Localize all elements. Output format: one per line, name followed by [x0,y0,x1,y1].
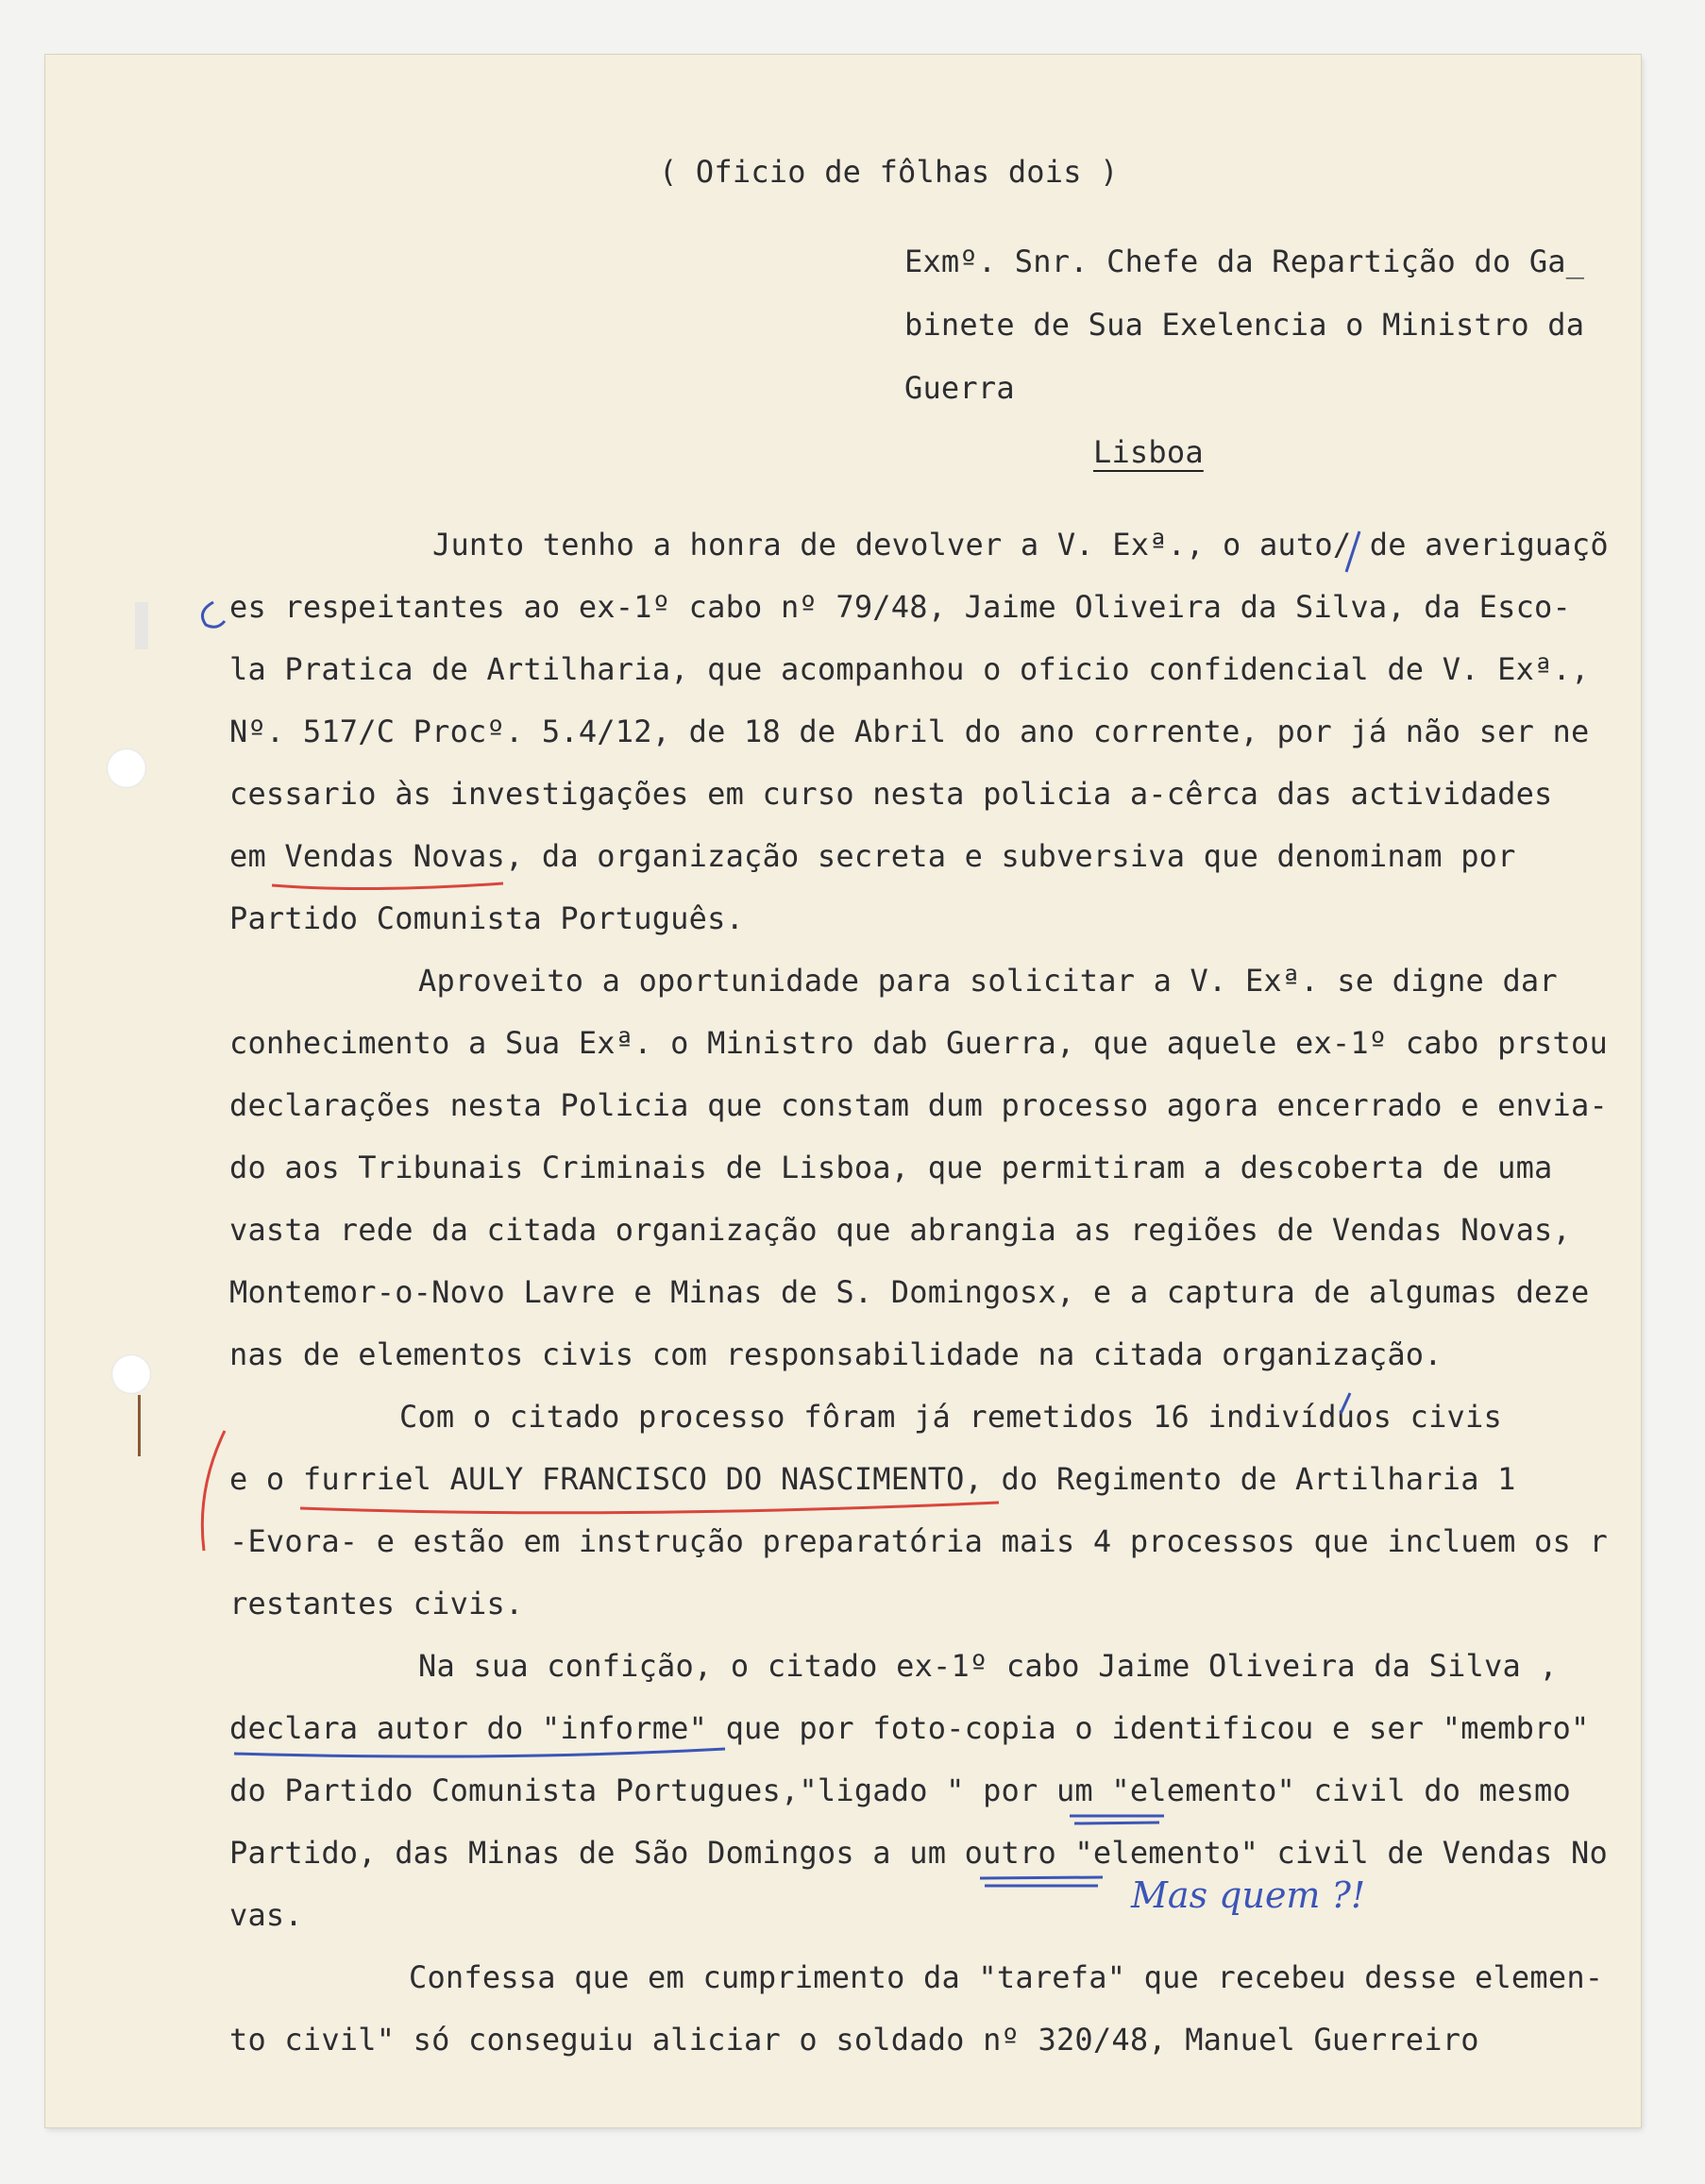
document-page [45,55,1641,2127]
body-line-10: declarações nesta Policia que constam dum processo agora encerrado e envia- [229,1087,1608,1123]
addressee-line-1: Exmº. Snr. Chefe da Repartição do Ga_ [904,244,1585,279]
body-line-12: vasta rede da citada organização que abrangia as regiões de Vendas Novas, [229,1212,1571,1248]
body-line-20: declara autor do "informe" que por foto-copia o identificou e ser "membro" [229,1710,1590,1746]
body-line-24: Confessa que em cumprimento da "tarefa" que recebeu desse elemen- [409,1959,1604,1995]
body-line-2: es respeitantes ao ex-1º cabo nº 79/48, Jaime Oliveira da Silva, da Esco- [229,589,1571,625]
punch-hole-bottom [111,1354,151,1394]
handwritten-note: Mas quem ?! [1131,1874,1366,1916]
body-line-15: Com o citado processo fôram já remetidos 16 indivíduos civis [399,1399,1502,1435]
body-line-7: Partido Comunista Português. [229,900,745,936]
body-line-23: vas. [229,1897,303,1933]
body-line-17: -Evora- e estão em instrução preparatória mais 4 processos que incluem os r [229,1523,1608,1559]
body-line-3: la Pratica de Artilharia, que acompanhou o oficio confidencial de V. Exª., [229,651,1590,687]
body-line-1: Junto tenho a honra de devolver a V. Exª., o auto/ de averiguaçõ [432,527,1609,563]
addressee-line-3: Guerra [904,370,1015,406]
red-underline-furriel [300,1503,999,1513]
punch-hole-top [107,748,146,788]
body-line-4: Nº. 517/C Procº. 5.4/12, de 18 de Abril do ano corrente, por já não ser ne [229,714,1590,749]
body-line-22: Partido, das Minas de São Domingos a um outro "elemento" civil de Vendas No [229,1835,1608,1871]
body-line-25: to civil" só conseguiu aliciar o soldado nº 320/48, Manuel Guerreiro [229,2022,1479,2058]
body-line-21: do Partido Comunista Portugues,"ligado " por um "elemento" civil do mesmo [229,1772,1571,1808]
blue-underline-declara [234,1749,725,1756]
red-underline-vendas-novas [272,883,503,889]
addressee-line-2: binete de Sua Exelencia o Ministro da [904,307,1585,343]
margin-tick-mark [138,1395,141,1456]
body-line-18: restantes civis. [229,1586,524,1621]
body-line-5: cessario às investigações em curso nesta policia a-cêrca das actividades [229,776,1553,812]
body-line-11: do aos Tribunais Criminais de Lisboa, que permitiram a descoberta de uma [229,1150,1553,1185]
body-line-19: Na sua confição, o citado ex-1º cabo Jaime Oliveira da Silva , [418,1648,1558,1684]
body-line-9: conhecimento a Sua Exª. o Ministro dab Guerra, que aquele ex-1º cabo prstou [229,1025,1608,1061]
blue-underline-outro [980,1877,1103,1886]
blue-margin-mark [202,602,225,627]
body-line-6: em Vendas Novas, da organização secreta e subversiva que denominam por [229,838,1516,874]
body-line-8: Aproveito a oportunidade para solicitar a V. Exª. se digne dar [418,963,1558,999]
city-line: Lisboa [1093,434,1204,470]
body-line-14: nas de elementos civis com responsabilidade na citada organização. [229,1336,1443,1372]
body-line-13: Montemor-o-Novo Lavre e Minas de S. Domingosx, e a captura de algumas deze [229,1274,1590,1310]
tape-mark [135,602,148,649]
document-header: ( Oficio de fôlhas dois ) [659,154,1119,190]
blue-underline-um [1070,1816,1164,1823]
body-line-16: e o furriel AULY FRANCISCO DO NASCIMENTO, do Regimento de Artilharia 1 [229,1461,1516,1497]
red-margin-bracket [202,1431,225,1551]
